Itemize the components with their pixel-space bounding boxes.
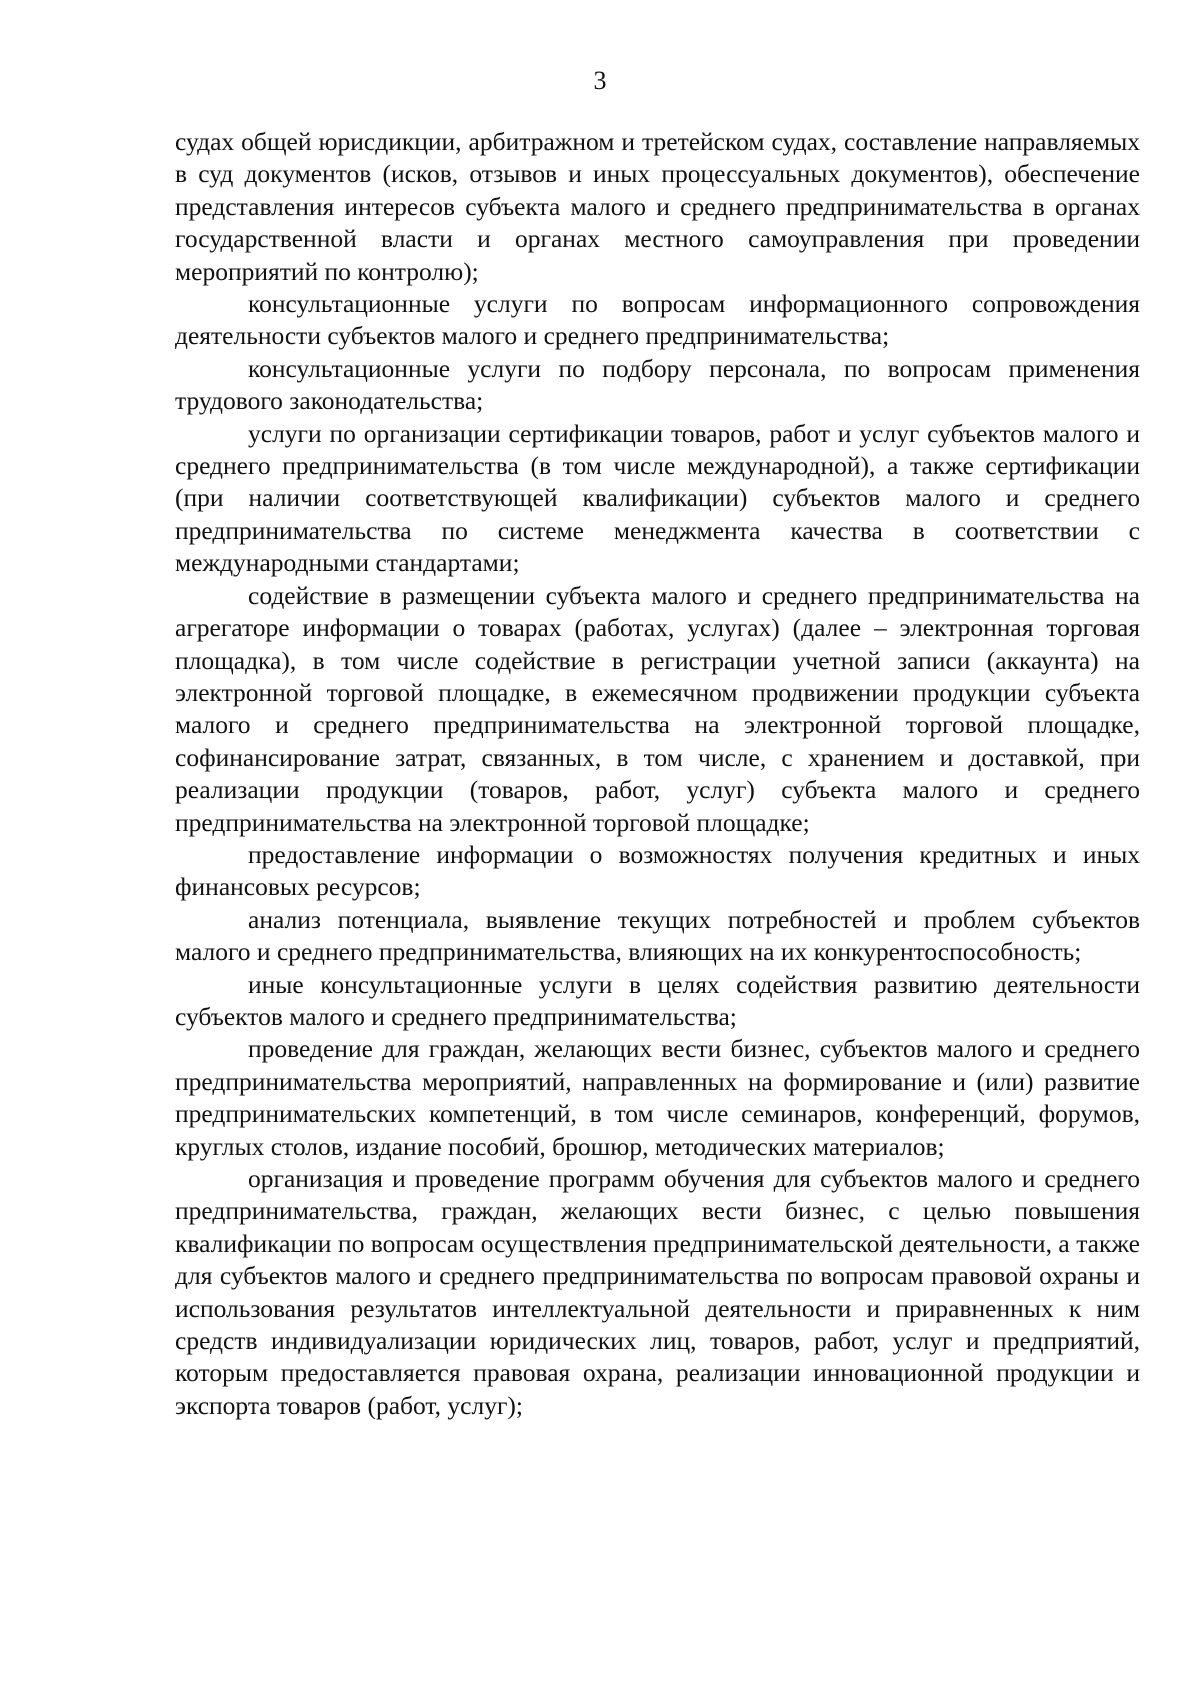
- paragraph-marketplace: содействие в размещении субъекта малого и среднего предпринимательства на агрегаторе информации о товарах (работах, услугах) (далее – электронная торговая площадка), в том числе содействие в регистрации учетной записи (аккаунта) на электронной торговой площадке, в ежемесячном продвижении продукции субъекта малого и среднего предпринимательства на электронной торговой площадке, софинансирование затрат, связанных, в том числе, с хранением и доставкой, при реализации продукции (товаров, работ, услуг) субъекта малого и среднего предпринимательства на электронной торговой площадке;: [175, 580, 1140, 837]
- paragraph-info-support: консультационные услуги по вопросам информационного сопровождения деятельности субъектов малого и среднего предпринимательства;: [175, 289, 1140, 351]
- paragraph-events: проведение для граждан, желающих вести бизнес, субъектов малого и среднего предпринимательства мероприятий, направленных на формирование и (или) развитие предпринимательских компетенций, в том числе семинаров, конференций, форумов, круглых столов, издание пособий, брошюр, методических материалов;: [175, 1034, 1140, 1161]
- paragraph-other-consulting: иные консультационные услуги в целях содействия развитию деятельности субъектов малого и среднего предпринимательства;: [175, 969, 1140, 1031]
- paragraph-certification: услуги по организации сертификации товаров, работ и услуг субъектов малого и среднего предпринимательства (в том числе международной), а также сертификации (при наличии соответствующей квалификации) субъектов малого и среднего предпринимательства по системе менеджмента качества в соответствии с международными стандартами;: [175, 418, 1140, 578]
- paragraph-personnel: консультационные услуги по подбору персонала, по вопросам применения трудового законодательства;: [175, 353, 1140, 416]
- paragraph-analysis: анализ потенциала, выявление текущих потребностей и проблем субъектов малого и среднего предпринимательства, влияющих на их конкурентоспособность;: [175, 904, 1140, 967]
- paragraph-credit-info: предоставление информации о возможностях получения кредитных и иных финансовых ресурсов;: [175, 839, 1140, 902]
- paragraph-training: организация и проведение программ обучения для субъектов малого и среднего предпринимательства, граждан, желающих вести бизнес, с целью повышения квалификации по вопросам осуществления предпринимательской деятельности, а также для субъектов малого и среднего предпринимательства по вопросам правовой охраны и использования результатов интеллектуальной деятельности и приравненных к ним средств индивидуализации юридических лиц, товаров, работ, услуг и предприятий, которым предоставляется правовая охрана, реализации инновационной продукции и экспорта товаров (работ, услуг);: [175, 1164, 1140, 1420]
- paragraph-continuation: судах общей юрисдикции, арбитражном и третейском судах, составление направляемых в суд документов (исков, отзывов и иных процессуальных документов), обеспечение представления интересов субъекта малого и среднего предпринимательства в органах государственной власти и органах местного самоуправления при проведении мероприятий по контролю);: [175, 127, 1140, 286]
- page-number: 3: [593, 66, 607, 95]
- document-body: [175, 126, 1140, 1422]
